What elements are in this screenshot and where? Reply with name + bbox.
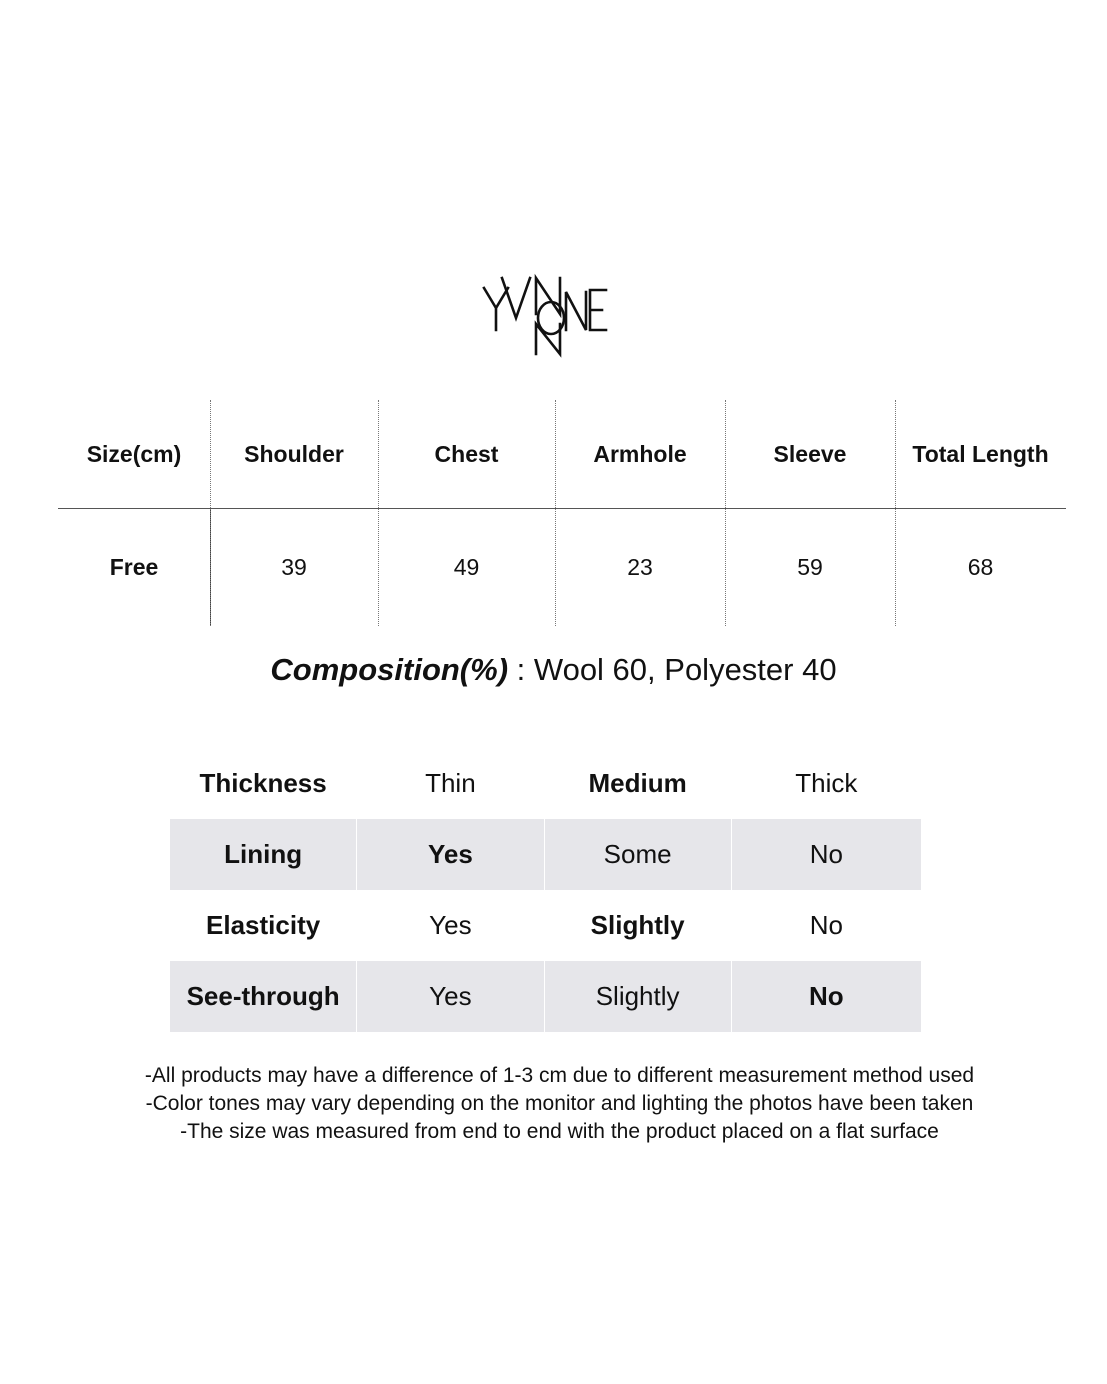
- property-option: Some: [545, 819, 731, 890]
- property-option: Yes: [357, 819, 543, 890]
- column-divider: [725, 400, 726, 626]
- note-line: -The size was measured from end to end with the product placed on a flat surface: [180, 1120, 939, 1143]
- property-option: Medium: [588, 768, 687, 798]
- size-table: [58, 400, 1066, 626]
- size-value: Free: [109, 554, 159, 580]
- header-total-length: Total Length: [912, 440, 1049, 467]
- property-row-thickness: [170, 748, 921, 819]
- brand-logo: [478, 268, 618, 360]
- composition-line: [0, 652, 1107, 688]
- note-line: -Color tones may vary depending on the monitor and lighting the photos have been taken: [145, 1092, 974, 1115]
- property-option: Slightly: [590, 910, 685, 940]
- column-divider: [210, 400, 211, 626]
- shoulder-value: 39: [281, 554, 307, 580]
- property-row-lining: [170, 819, 921, 890]
- property-label: See-through: [170, 961, 356, 1032]
- property-option: No: [732, 961, 921, 1032]
- property-option: Slightly: [545, 961, 731, 1032]
- chest-value: 49: [453, 554, 480, 580]
- sleeve-value: 59: [797, 554, 823, 580]
- composition-label: Composition(%): [270, 652, 509, 687]
- armhole-value: 23: [627, 554, 653, 580]
- header-size: Size(cm): [86, 440, 182, 467]
- property-option: Yes: [429, 910, 472, 940]
- property-option: Thick: [795, 768, 858, 798]
- column-divider: [895, 400, 896, 626]
- property-label: Lining: [170, 819, 356, 890]
- property-row-elasticity: [170, 890, 921, 961]
- column-divider: [378, 400, 379, 626]
- header-sleeve: Sleeve: [773, 440, 847, 467]
- note-line: -All products may have a difference of 1-3 cm due to different measurement method used: [144, 1064, 975, 1087]
- property-option: No: [809, 910, 843, 940]
- disclaimer-notes: [0, 1062, 1107, 1146]
- header-chest: Chest: [434, 440, 499, 467]
- brand-logo-icon: [478, 268, 618, 360]
- property-label: Thickness: [199, 768, 327, 798]
- column-divider: [555, 400, 556, 626]
- property-option: No: [732, 819, 921, 890]
- property-option: Thin: [425, 768, 476, 798]
- property-label: Elasticity: [206, 910, 321, 940]
- composition-separator: :: [508, 652, 534, 687]
- fabric-properties-table: [170, 748, 921, 1032]
- header-armhole: Armhole: [593, 440, 687, 467]
- total-length-value: 68: [967, 554, 994, 580]
- property-row-see-through: [170, 961, 921, 1032]
- composition-value: Wool 60, Polyester 40: [533, 652, 837, 687]
- property-option: Yes: [357, 961, 543, 1032]
- header-shoulder: Shoulder: [244, 440, 344, 467]
